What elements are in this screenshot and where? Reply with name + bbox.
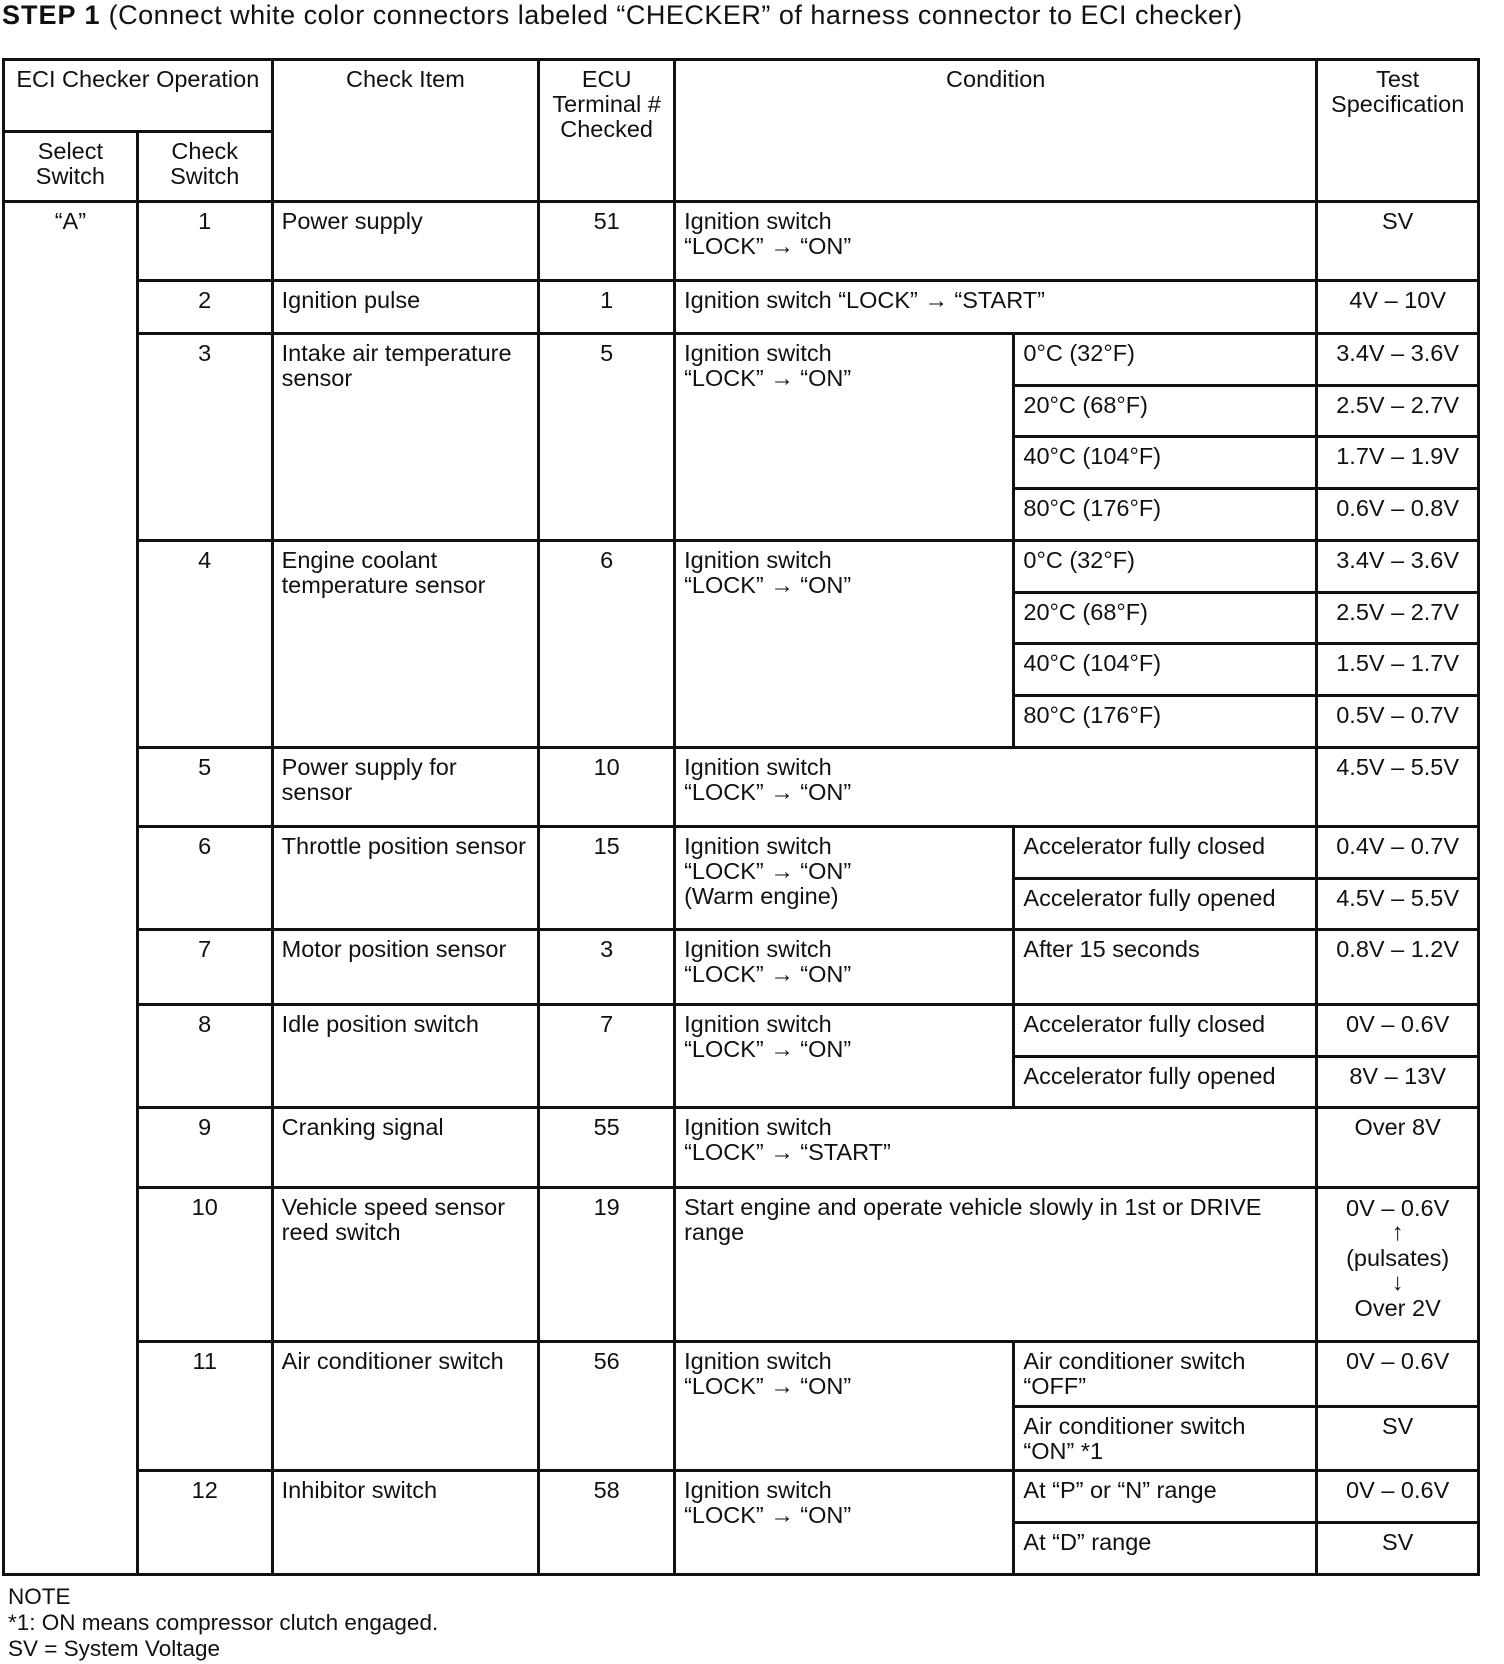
ecu-terminal: 55 bbox=[539, 1108, 675, 1187]
test-spec: 4.5V – 5.5V bbox=[1317, 747, 1479, 826]
select-switch-value: “A” bbox=[4, 202, 138, 1575]
ecu-terminal: 51 bbox=[539, 202, 675, 281]
sub-condition: 20°C (68°F) bbox=[1014, 385, 1317, 437]
eci-checker-table bbox=[2, 58, 1480, 1576]
ecu-terminal: 7 bbox=[539, 1005, 675, 1108]
condition: Ignition switch “LOCK” → “ON” bbox=[675, 540, 1014, 747]
test-spec: 2.5V – 2.7V bbox=[1317, 592, 1479, 644]
test-spec: 0.6V – 0.8V bbox=[1317, 489, 1479, 541]
ecu-terminal: 56 bbox=[539, 1341, 675, 1471]
pulse-high-value: Over 2V bbox=[1354, 1294, 1441, 1321]
ecu-terminal: 19 bbox=[539, 1187, 675, 1341]
test-spec: 3.4V – 3.6V bbox=[1317, 540, 1479, 592]
sub-condition: At “P” or “N” range bbox=[1014, 1471, 1317, 1523]
note-line-2: SV = System Voltage bbox=[8, 1636, 220, 1661]
condition: Ignition switch “LOCK” → “ON” bbox=[675, 1341, 1014, 1471]
condition: Ignition switch “LOCK” → “ON” bbox=[675, 202, 1317, 281]
sub-condition: Accelerator fully closed bbox=[1014, 826, 1317, 878]
sub-condition: 40°C (104°F) bbox=[1014, 644, 1317, 696]
table-row bbox=[4, 1187, 1479, 1341]
ecu-terminal: 15 bbox=[539, 826, 675, 929]
table-row bbox=[4, 826, 1479, 878]
table-row bbox=[4, 202, 1479, 281]
condition: Ignition switch “LOCK” → “ON” bbox=[675, 1471, 1014, 1575]
header-check-switch: Check Switch bbox=[137, 132, 272, 202]
ecu-terminal: 6 bbox=[539, 540, 675, 747]
table-row bbox=[4, 281, 1479, 334]
test-spec: 4V – 10V bbox=[1317, 281, 1479, 334]
table-row bbox=[4, 1471, 1479, 1523]
check-switch-number: 4 bbox=[137, 540, 272, 747]
table-row bbox=[4, 334, 1479, 386]
header-ecu-terminal: ECU Terminal # Checked bbox=[539, 60, 675, 202]
sub-condition: 20°C (68°F) bbox=[1014, 592, 1317, 644]
test-spec: 1.7V – 1.9V bbox=[1317, 437, 1479, 489]
note-title: NOTE bbox=[8, 1584, 71, 1609]
condition: Ignition switch “LOCK” → “START” bbox=[675, 281, 1317, 334]
check-switch-number: 11 bbox=[137, 1341, 272, 1471]
check-item: Cranking signal bbox=[272, 1108, 539, 1187]
sub-condition: Accelerator fully opened bbox=[1014, 1056, 1317, 1108]
header-test-specification: Test Specification bbox=[1317, 60, 1479, 202]
table-row bbox=[4, 1108, 1479, 1187]
ecu-terminal: 3 bbox=[539, 930, 675, 1005]
sub-condition: After 15 seconds bbox=[1014, 930, 1317, 1005]
step-label: STEP 1 bbox=[2, 0, 101, 30]
test-spec: SV bbox=[1317, 1523, 1479, 1575]
check-item: Power supply for sensor bbox=[272, 747, 539, 826]
check-switch-number: 8 bbox=[137, 1005, 272, 1108]
table-row bbox=[4, 540, 1479, 592]
sub-condition: 0°C (32°F) bbox=[1014, 334, 1317, 386]
test-spec: 0V – 0.6V bbox=[1317, 1471, 1479, 1523]
condition: Ignition switch “LOCK” → “ON” bbox=[675, 334, 1014, 541]
test-spec-pulsating bbox=[1317, 1187, 1479, 1341]
ecu-terminal: 58 bbox=[539, 1471, 675, 1575]
check-switch-number: 7 bbox=[137, 930, 272, 1005]
test-spec: 0.5V – 0.7V bbox=[1317, 695, 1479, 747]
condition: Ignition switch “LOCK” → “ON” bbox=[675, 930, 1014, 1005]
sub-condition: 80°C (176°F) bbox=[1014, 695, 1317, 747]
check-switch-number: 10 bbox=[137, 1187, 272, 1341]
check-item: Power supply bbox=[272, 202, 539, 281]
step-instruction: (Connect white color connectors labeled “CHECKER” of harness connector to ECI checker) bbox=[108, 0, 1243, 30]
arrow-down-icon: ↓ bbox=[1391, 1268, 1404, 1296]
pulse-low-value: 0V – 0.6V bbox=[1346, 1194, 1450, 1221]
header-select-switch: Select Switch bbox=[4, 132, 138, 202]
test-spec: 0.4V – 0.7V bbox=[1317, 826, 1479, 878]
test-spec: 0V – 0.6V bbox=[1317, 1341, 1479, 1406]
sub-condition: Accelerator fully opened bbox=[1014, 878, 1317, 930]
check-item: Throttle position sensor bbox=[272, 826, 539, 929]
test-spec: 1.5V – 1.7V bbox=[1317, 644, 1479, 696]
table-row bbox=[4, 1005, 1479, 1057]
check-switch-number: 6 bbox=[137, 826, 272, 929]
condition: Ignition switch “LOCK” → “ON” (Warm engine) bbox=[675, 826, 1014, 929]
condition: Ignition switch “LOCK” → “ON” bbox=[675, 747, 1317, 826]
test-spec: Over 8V bbox=[1317, 1108, 1479, 1187]
pulse-label: (pulsates) bbox=[1346, 1244, 1450, 1271]
arrow-up-icon: ↑ bbox=[1391, 1218, 1404, 1246]
test-spec: SV bbox=[1317, 1406, 1479, 1471]
table-row bbox=[4, 930, 1479, 1005]
test-spec: 0V – 0.6V bbox=[1317, 1005, 1479, 1057]
sub-condition: At “D” range bbox=[1014, 1523, 1317, 1575]
test-spec: 0.8V – 1.2V bbox=[1317, 930, 1479, 1005]
check-item: Air conditioner switch bbox=[272, 1341, 539, 1471]
check-switch-number: 9 bbox=[137, 1108, 272, 1187]
test-spec: SV bbox=[1317, 202, 1479, 281]
check-switch-number: 12 bbox=[137, 1471, 272, 1575]
condition: Ignition switch “LOCK” → “ON” bbox=[675, 1005, 1014, 1108]
test-spec: 3.4V – 3.6V bbox=[1317, 334, 1479, 386]
ecu-terminal: 10 bbox=[539, 747, 675, 826]
check-switch-number: 5 bbox=[137, 747, 272, 826]
check-item: Idle position switch bbox=[272, 1005, 539, 1108]
sub-condition: Air conditioner switch “ON” *1 bbox=[1014, 1406, 1317, 1471]
step-heading bbox=[2, 0, 1502, 31]
check-item: Ignition pulse bbox=[272, 281, 539, 334]
notes bbox=[8, 1584, 438, 1662]
check-switch-number: 1 bbox=[137, 202, 272, 281]
sub-condition: 40°C (104°F) bbox=[1014, 437, 1317, 489]
note-line-1: *1: ON means compressor clutch engaged. bbox=[8, 1610, 439, 1635]
check-switch-number: 3 bbox=[137, 334, 272, 541]
check-item: Vehicle speed sensor reed switch bbox=[272, 1187, 539, 1341]
test-spec: 2.5V – 2.7V bbox=[1317, 385, 1479, 437]
check-switch-number: 2 bbox=[137, 281, 272, 334]
condition: Ignition switch “LOCK” → “START” bbox=[675, 1108, 1317, 1187]
header-check-item: Check Item bbox=[272, 60, 539, 202]
table-body bbox=[4, 202, 1479, 1575]
test-spec: 8V – 13V bbox=[1317, 1056, 1479, 1108]
header-eci-checker-operation: ECI Checker Operation bbox=[4, 60, 273, 132]
check-item: Motor position sensor bbox=[272, 930, 539, 1005]
sub-condition: Accelerator fully closed bbox=[1014, 1005, 1317, 1057]
sub-condition: 80°C (176°F) bbox=[1014, 489, 1317, 541]
ecu-terminal: 5 bbox=[539, 334, 675, 541]
condition: Start engine and operate vehicle slowly in 1st or DRIVE range bbox=[675, 1187, 1317, 1341]
sub-condition: 0°C (32°F) bbox=[1014, 540, 1317, 592]
table-row bbox=[4, 1341, 1479, 1406]
check-item: Inhibitor switch bbox=[272, 1471, 539, 1575]
header-condition: Condition bbox=[675, 60, 1317, 202]
test-spec: 4.5V – 5.5V bbox=[1317, 878, 1479, 930]
check-item: Intake air temperature sensor bbox=[272, 334, 539, 541]
table-row bbox=[4, 747, 1479, 826]
sub-condition: Air conditioner switch “OFF” bbox=[1014, 1341, 1317, 1406]
check-item: Engine coolant temperature sensor bbox=[272, 540, 539, 747]
ecu-terminal: 1 bbox=[539, 281, 675, 334]
